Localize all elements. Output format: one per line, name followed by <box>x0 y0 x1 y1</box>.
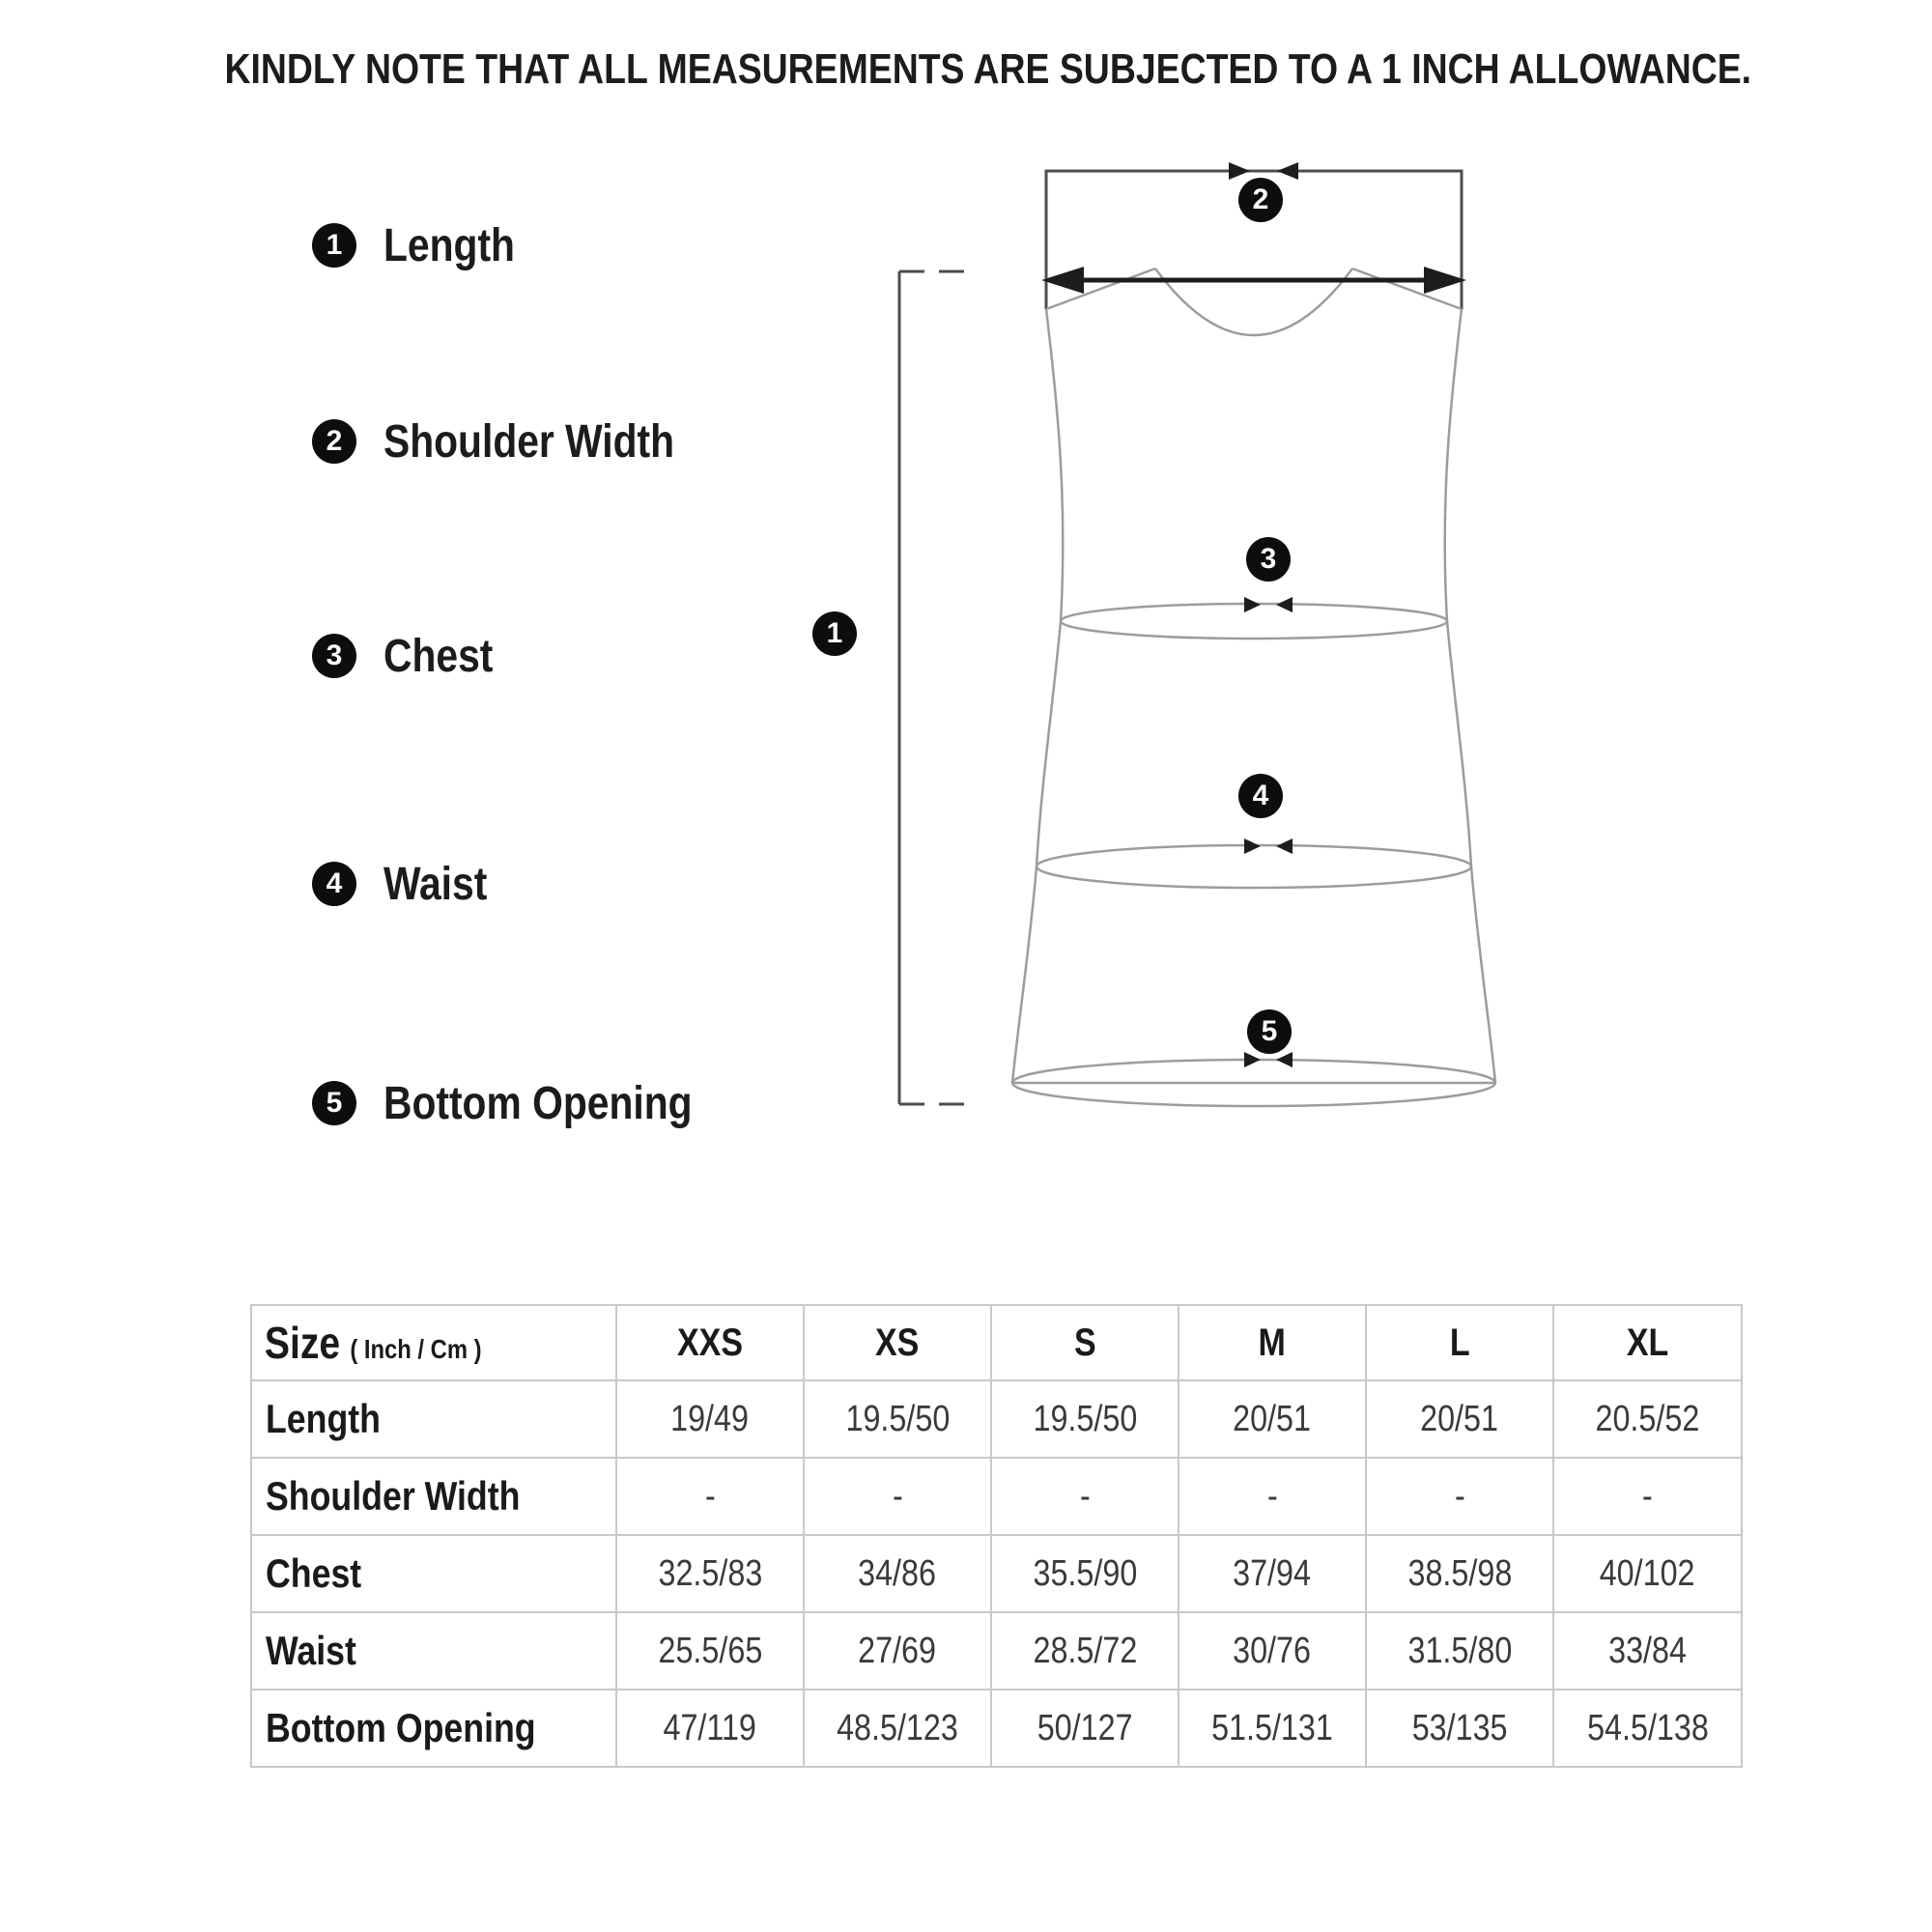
length-s <box>991 1380 1179 1458</box>
shoulder-arrow-left-head <box>1041 267 1084 294</box>
legend-label-length-text: Length <box>384 219 515 271</box>
table-row-chest <box>251 1535 1742 1612</box>
length-xl-value: 20.5/52 <box>1595 1398 1700 1439</box>
shoulder-s-value: - <box>1079 1475 1091 1517</box>
table-row-waist <box>251 1612 1742 1690</box>
allowance-note-text: KINDLY NOTE THAT ALL MEASUREMENTS ARE SUBJECTED TO A 1 INCH ALLOWANCE. <box>224 45 1752 93</box>
row-label-shoulder-width <box>251 1458 616 1535</box>
length-measure-line <box>899 271 979 1104</box>
shoulder-xs-value: - <box>892 1475 903 1517</box>
waist-arrow-right-icon <box>1276 838 1293 854</box>
chest-l <box>1366 1535 1553 1612</box>
diagram-badge-length: 1 <box>812 611 857 656</box>
dress-left-side <box>1012 309 1063 1083</box>
col-header-xxs <box>616 1305 804 1380</box>
chest-xs-value: 34/86 <box>858 1552 937 1594</box>
waist-xl <box>1553 1612 1742 1690</box>
length-l <box>1366 1380 1553 1458</box>
chest-s <box>991 1535 1179 1612</box>
row-label-length <box>251 1380 616 1458</box>
bottom-arrow-right-icon <box>1276 1052 1293 1067</box>
table-row-shoulder-width <box>251 1458 1742 1535</box>
length-m-value: 20/51 <box>1233 1398 1312 1439</box>
col-header-m-text: M <box>1258 1321 1287 1364</box>
bottom-xxs <box>616 1690 804 1767</box>
row-label-shoulder-width-text: Shoulder Width <box>266 1473 521 1519</box>
waist-m <box>1179 1612 1366 1690</box>
size-header <box>253 1317 560 1369</box>
chest-m-value: 37/94 <box>1233 1552 1312 1594</box>
waist-xs <box>804 1612 991 1690</box>
shoulder-s <box>991 1458 1179 1535</box>
legend-badge-5: 5 <box>312 1081 356 1125</box>
waist-ellipse <box>1037 845 1471 888</box>
size-table-container <box>250 1304 1741 1768</box>
dress-right-side <box>1445 309 1495 1083</box>
col-header-s <box>991 1305 1179 1380</box>
table-header-row <box>251 1305 1742 1380</box>
waist-l-value: 31.5/80 <box>1407 1630 1512 1671</box>
length-l-value: 20/51 <box>1420 1398 1499 1439</box>
top-arrow-left-icon <box>1229 162 1250 180</box>
chest-xs <box>804 1535 991 1612</box>
diagram-badge-waist: 4 <box>1238 774 1283 818</box>
waist-xs-value: 27/69 <box>858 1630 937 1671</box>
chest-s-value: 35.5/90 <box>1033 1552 1137 1594</box>
row-label-bottom-opening-text: Bottom Opening <box>266 1705 536 1750</box>
bottom-xxs-value: 47/119 <box>663 1707 757 1748</box>
col-header-xl <box>1553 1305 1742 1380</box>
row-label-waist-text: Waist <box>266 1628 356 1673</box>
chest-xxs <box>616 1535 804 1612</box>
bottom-s <box>991 1690 1179 1767</box>
shoulder-xl <box>1553 1458 1742 1535</box>
legend-label-chest-text: Chest <box>384 630 494 682</box>
waist-xl-value: 33/84 <box>1608 1630 1687 1671</box>
chest-ellipse <box>1061 604 1447 639</box>
legend-badge-4: 4 <box>312 862 356 906</box>
shoulder-xxs <box>616 1458 804 1535</box>
col-header-xxs-text: XXS <box>676 1321 744 1364</box>
row-label-length-text: Length <box>266 1396 381 1441</box>
legend-badge-2: 2 <box>312 419 356 464</box>
bottom-l-value: 53/135 <box>1411 1707 1508 1748</box>
col-header-s-text: S <box>1073 1321 1096 1364</box>
waist-xxs-value: 25.5/65 <box>658 1630 762 1671</box>
waist-m-value: 30/76 <box>1233 1630 1312 1671</box>
chest-xl <box>1553 1535 1742 1612</box>
diagram-badge-chest: 3 <box>1246 537 1291 582</box>
length-m <box>1179 1380 1366 1458</box>
bottom-s-value: 50/127 <box>1037 1707 1133 1748</box>
col-header-m <box>1179 1305 1366 1380</box>
shoulder-arrow-right-head <box>1424 267 1466 294</box>
bottom-m-value: 51.5/131 <box>1211 1707 1333 1748</box>
bottom-xs <box>804 1690 991 1767</box>
length-s-value: 19.5/50 <box>1033 1398 1137 1439</box>
length-xxs-value: 19/49 <box>670 1398 750 1439</box>
row-label-chest <box>251 1535 616 1612</box>
row-label-bottom-opening <box>251 1690 616 1767</box>
bottom-m <box>1179 1690 1366 1767</box>
top-arrow-right-icon <box>1277 162 1298 180</box>
shoulder-l-value: - <box>1454 1475 1465 1517</box>
chest-xl-value: 40/102 <box>1600 1552 1695 1594</box>
table-row-bottom-opening <box>251 1690 1742 1767</box>
bottom-xs-value: 48.5/123 <box>837 1707 958 1748</box>
waist-xxs <box>616 1612 804 1690</box>
length-xl <box>1553 1380 1742 1458</box>
shoulder-l <box>1366 1458 1553 1535</box>
shoulder-m <box>1179 1458 1366 1535</box>
row-label-chest-text: Chest <box>266 1550 362 1596</box>
shoulder-xs <box>804 1458 991 1535</box>
length-xs-value: 19.5/50 <box>845 1398 950 1439</box>
chest-arrow-right-icon <box>1276 597 1293 612</box>
converging-arrows <box>1229 162 1298 1067</box>
waist-arrow-left-icon <box>1244 838 1261 854</box>
size-table <box>250 1304 1743 1768</box>
length-xs <box>804 1380 991 1458</box>
shoulder-xl-value: - <box>1642 1475 1653 1517</box>
row-label-waist <box>251 1612 616 1690</box>
bottom-xl-value: 54.5/138 <box>1586 1707 1709 1748</box>
waist-s-value: 28.5/72 <box>1033 1630 1137 1671</box>
col-header-xs <box>804 1305 991 1380</box>
shoulder-m-value: - <box>1266 1475 1278 1517</box>
size-header-cell <box>251 1305 616 1380</box>
size-unit-label: ( Inch / Cm ) <box>350 1334 482 1364</box>
col-header-l-text: L <box>1449 1321 1470 1364</box>
dress-outline <box>1012 269 1495 1106</box>
chest-m <box>1179 1535 1366 1612</box>
legend-label-shoulder-width-text: Shoulder Width <box>384 415 675 468</box>
diagram-badge-shoulder-width: 2 <box>1238 178 1283 222</box>
waist-l <box>1366 1612 1553 1690</box>
legend-label-bottom-opening-text: Bottom Opening <box>384 1077 693 1129</box>
col-header-xs-text: XS <box>875 1321 920 1364</box>
col-header-l <box>1366 1305 1553 1380</box>
legend-badge-3: 3 <box>312 634 356 678</box>
shoulder-width-arrow <box>1041 267 1466 294</box>
chest-l-value: 38.5/98 <box>1407 1552 1512 1594</box>
chest-arrow-left-icon <box>1244 597 1261 612</box>
bottom-xl <box>1553 1690 1742 1767</box>
legend-badge-1: 1 <box>312 223 356 268</box>
length-xxs <box>616 1380 804 1458</box>
bottom-l <box>1366 1690 1553 1767</box>
chest-xxs-value: 32.5/83 <box>658 1552 762 1594</box>
bottom-arrow-left-icon <box>1244 1052 1261 1067</box>
size-label: Size <box>264 1318 341 1368</box>
shoulder-xxs-value: - <box>704 1475 716 1517</box>
table-row-length <box>251 1380 1742 1458</box>
waist-s <box>991 1612 1179 1690</box>
legend-label-waist-text: Waist <box>384 858 488 910</box>
col-header-xl-text: XL <box>1626 1321 1669 1364</box>
diagram-badge-bottom-opening: 5 <box>1247 1009 1292 1054</box>
